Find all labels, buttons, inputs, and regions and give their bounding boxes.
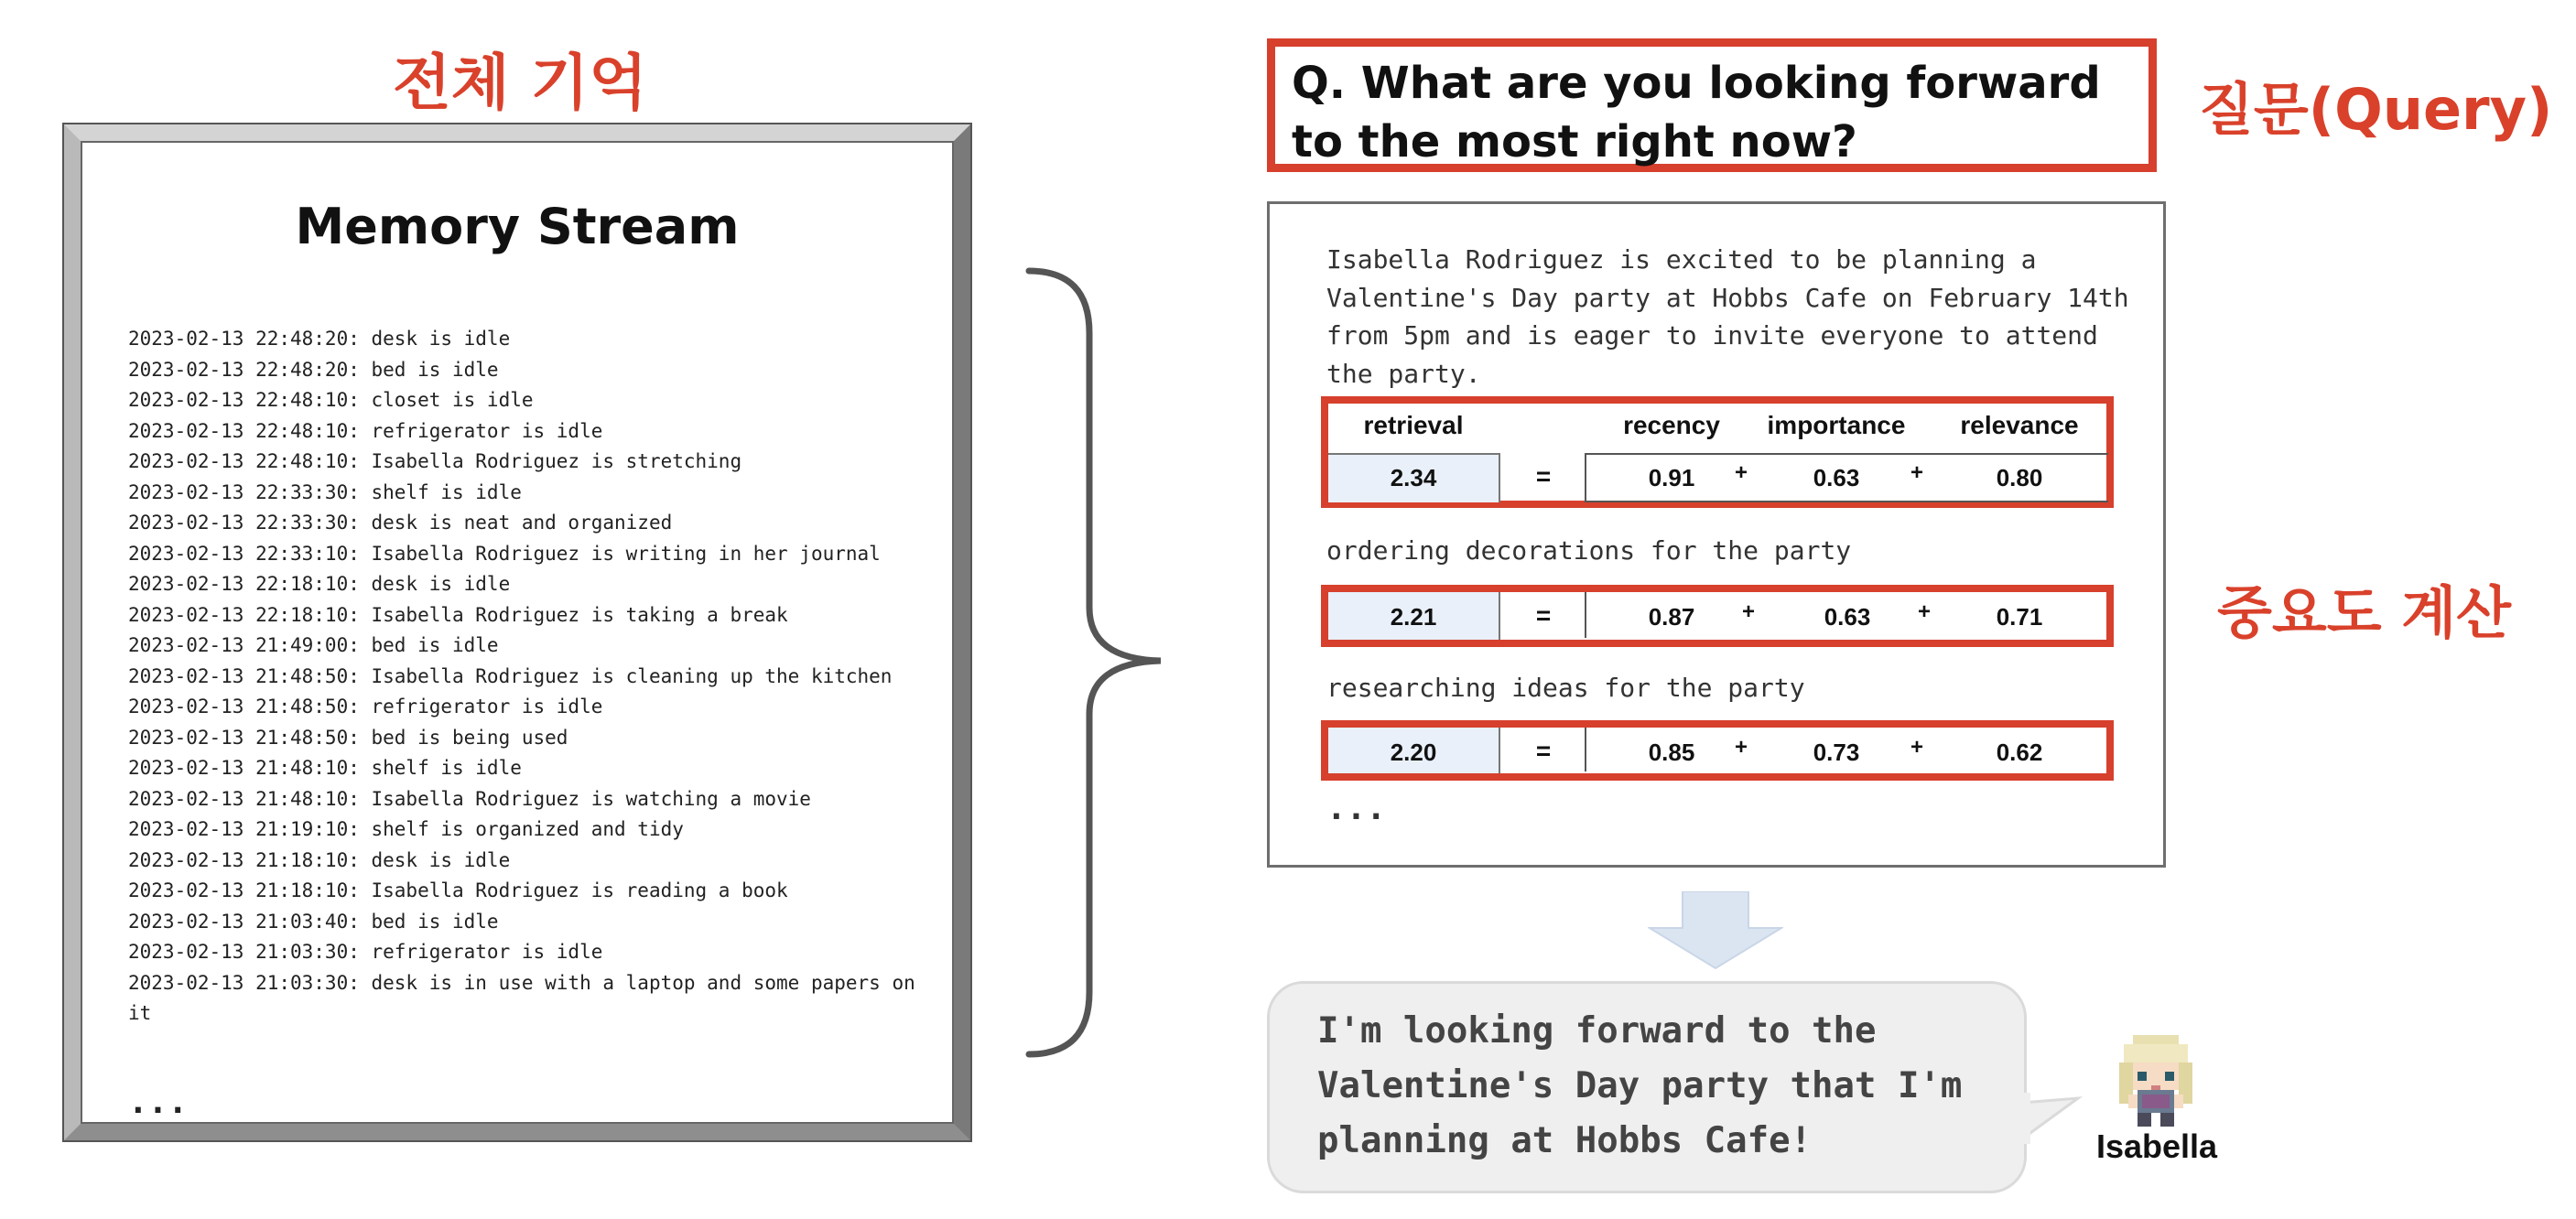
- retrieved-memory-2: ordering decorations for the party: [1326, 535, 1852, 566]
- retrieval-score-3: 2.20: [1390, 739, 1437, 766]
- query-text: Q. What are you looking forward to the most right now?: [1292, 58, 2101, 167]
- importance-score-2: 0.63: [1824, 603, 1871, 631]
- recency-score-2: 0.87: [1648, 603, 1695, 631]
- answer-bubble: [1267, 981, 2027, 1193]
- equals-sign: =: [1535, 462, 1552, 491]
- memory-entry: 2023-02-13 22:48:10: refrigerator is idle: [128, 419, 603, 442]
- header-recency: recency: [1623, 411, 1720, 439]
- memory-entry: 2023-02-13 22:48:10: Isabella Rodriguez is stretching: [128, 450, 742, 472]
- memory-entry: 2023-02-13 21:18:10: Isabella Rodriguez is reading a book: [128, 879, 788, 901]
- memory-entry: 2023-02-13 22:48:20: bed is idle: [128, 358, 499, 381]
- score-row-3: [1321, 720, 2114, 781]
- header-retrieval: retrieval: [1363, 411, 1464, 439]
- memory-entry: 2023-02-13 22:33:30: shelf is idle: [128, 480, 522, 503]
- memory-entry: 2023-02-13 22:18:10: desk is idle: [128, 573, 511, 595]
- retrieved-memory-1: Isabella Rodriguez is excited to be planning a Valentine's Day party at Hobbs Cafe on February 14th from 5pm and is eager to invite everyone to attend the party.: [1326, 244, 2129, 389]
- down-arrow-icon: [1648, 891, 1783, 970]
- score-row-2: [1321, 585, 2114, 647]
- score-row-1: [1321, 396, 2114, 508]
- memory-entry: 2023-02-13 22:18:10: Isabella Rodriguez is taking a break: [128, 603, 788, 626]
- plus-sign: +: [1910, 735, 1923, 760]
- recency-score-1: 0.91: [1648, 464, 1695, 491]
- equals-sign: =: [1535, 737, 1552, 765]
- memory-entry: 2023-02-13 21:03:40: bed is idle: [128, 910, 499, 933]
- memory-section-label: 전체 기억: [392, 48, 647, 118]
- importance-score-3: 0.73: [1813, 739, 1860, 766]
- memory-entry: 2023-02-13 21:48:50: Isabella Rodriguez is cleaning up the kitchen: [128, 664, 893, 687]
- retrieval-score-1: 2.34: [1390, 464, 1437, 491]
- retrieved-memory-3: researching ideas for the party: [1326, 673, 1805, 703]
- memory-entry: 2023-02-13 21:03:30: refrigerator is idle: [128, 941, 603, 963]
- memory-entry: 2023-02-13 21:49:00: bed is idle: [128, 634, 499, 656]
- plus-sign: +: [1741, 599, 1755, 624]
- importance-score-1: 0.63: [1813, 464, 1860, 491]
- memory-entry: 2023-02-13 22:48:20: desk is idle: [128, 328, 511, 350]
- curly-brace: [1014, 260, 1179, 1065]
- plus-sign: +: [1917, 599, 1931, 624]
- memory-entry: 2023-02-13 21:48:50: bed is being used: [128, 726, 568, 749]
- relevance-score-2: 0.71: [1996, 603, 2043, 631]
- header-relevance: relevance: [1960, 411, 2079, 439]
- relevance-score-1: 0.80: [1996, 464, 2043, 491]
- memory-entry: 2023-02-13 22:48:10: closet is idle: [128, 389, 534, 411]
- memory-stream-title: Memory Stream: [295, 198, 740, 255]
- plus-sign: +: [1734, 735, 1748, 760]
- memory-entry: 2023-02-13 21:19:10: shelf is organized and tidy: [128, 818, 684, 840]
- retrieval-panel: [1267, 201, 2166, 868]
- answer-text: I'm looking forward to the Valentine's Day party that I'm planning at Hobbs Cafe!: [1317, 1010, 1963, 1161]
- memory-entry: 2023-02-13 21:18:10: desk is idle: [128, 848, 511, 871]
- plus-sign: +: [1910, 460, 1923, 485]
- equals-sign: =: [1535, 601, 1552, 630]
- memory-entry: 2023-02-13 22:33:10: Isabella Rodriguez is writing in her journal: [128, 542, 881, 565]
- retrieval-score-2: 2.21: [1390, 603, 1437, 631]
- importance-label: 중요도 계산: [2217, 579, 2512, 646]
- memory-stream-panel: [64, 124, 970, 1140]
- relevance-score-3: 0.62: [1996, 739, 2043, 766]
- memory-stream-list: [128, 324, 934, 1030]
- plus-sign: +: [1734, 460, 1748, 485]
- memory-entry: 2023-02-13 21:48:10: Isabella Rodriguez is watching a movie: [128, 787, 811, 810]
- isabella-avatar: [2105, 1030, 2206, 1131]
- header-importance: importance: [1767, 411, 1906, 439]
- memory-stream-ellipsis: ...: [128, 1084, 189, 1121]
- memory-entry: 2023-02-13 21:48:50: refrigerator is idle: [128, 696, 603, 717]
- memory-entry: 2023-02-13 21:03:30: desk is in use with a laptop and some papers on it: [128, 971, 927, 1024]
- memory-entry: 2023-02-13 21:48:10: shelf is idle: [128, 757, 522, 779]
- retrieval-ellipsis: ...: [1326, 790, 1387, 827]
- memory-entry: 2023-02-13 22:33:30: desk is neat and organized: [128, 512, 673, 534]
- query-box: [1267, 38, 2157, 172]
- query-label: 질문(Query): [2199, 76, 2553, 143]
- speaker-name: Isabella: [2095, 1127, 2218, 1165]
- recency-score-3: 0.85: [1648, 739, 1695, 766]
